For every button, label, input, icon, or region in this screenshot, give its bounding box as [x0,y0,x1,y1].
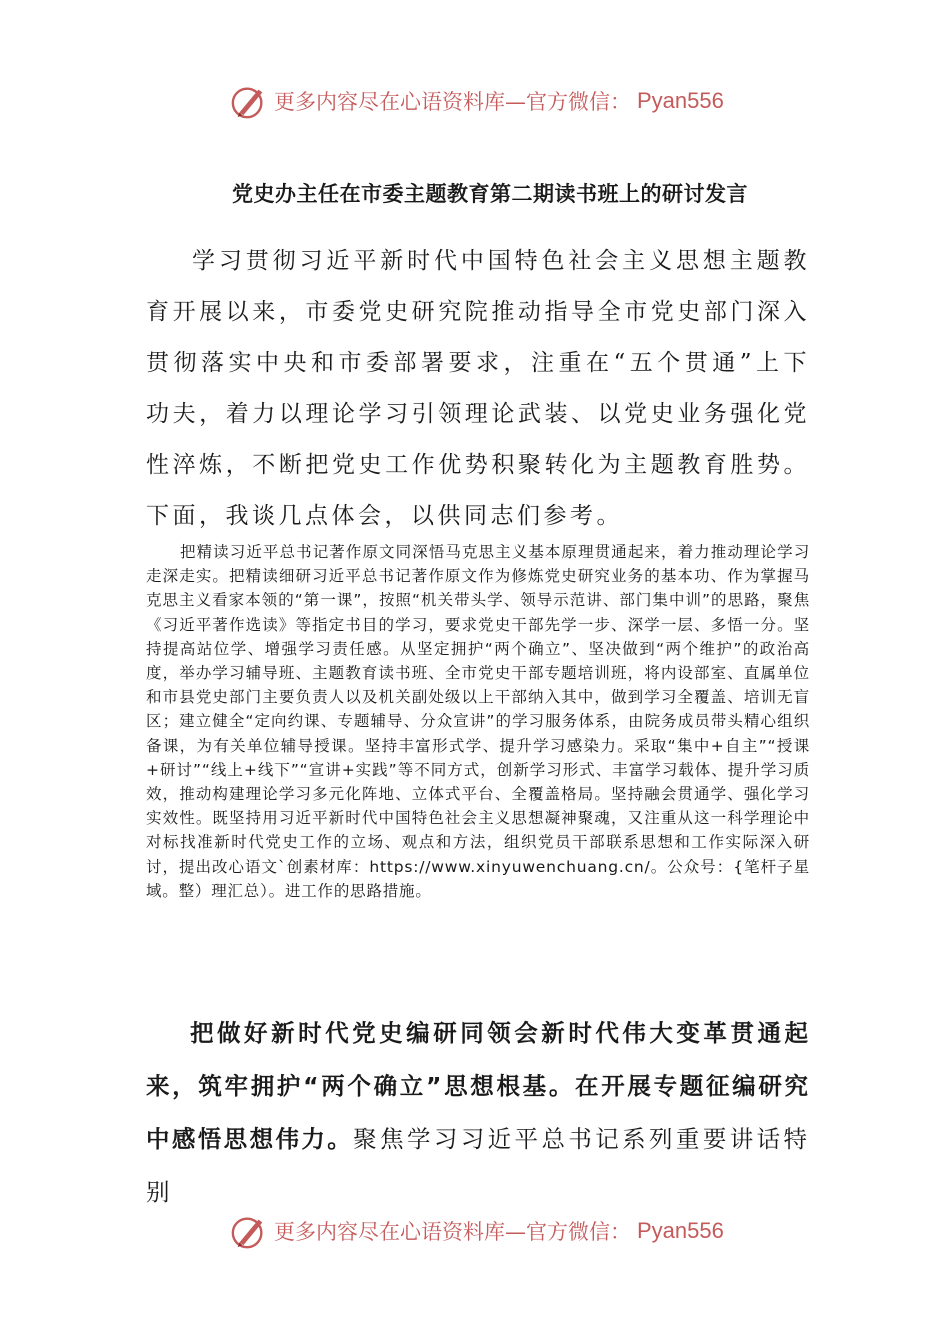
pen-logo-icon [230,1212,268,1250]
section2-body: 聚焦学习习近平总书记系列重要讲话特别 [146,1125,811,1206]
header-banner [230,81,724,121]
pen-logo-icon [230,82,268,120]
intro-paragraph: 学习贯彻习近平新时代中国特色社会主义思想主题教育开展以来，市委党史研究院推动指导全市党史部门深入贯彻落实中央和市委部署要求，注重在“五个贯通”上下功夫，着力以理论学习引领理论武装、以党史业务强化党性淬炼，不断把党史工作优势积聚转化为主题教育胜势。下面，我谈几点体会，以供同志们参考。 [146,248,810,529]
banner-text: 更多内容尽在心语资料库—官方微信： [274,1220,631,1244]
document-title: 党史办主任在市委主题教育第二期读书班上的研讨发言 [232,182,748,206]
section1-paragraph: 把精读习近平总书记著作原文同深悟马克思主义基本原理贯通起来，着力推动理论学习走深走实。把精读细研习近平总书记著作原文作为修炼党史研究业务的基本功、作为掌握马克思主义看家本领的“第一课”，按照“机关带头学、领导示范讲、部门集中训”的思路，聚焦《习近平著作选读》等指定书目的学习，要求党史干部先学一步、深学一层、多悟一分。坚持提高站位学、增强学习责任感。从坚定拥护“两个确立”、坚决做到“两个维护”的政治高度，举办学习辅导班、主题教育读书班、全市党史干部专题培训班，将内设部室、直属单位和市县党史部门主要负责人以及机关副处级以上干部纳入其中，做到学习全覆盖、培训无盲区；建立健全“定向约课、专题辅导、分众宣讲”的学习服务体系，由院务成员带头精心组织备课，为有关单位辅导授课。坚持丰富形式学、提升学习感染力。采取“集中+自主”“授课+研讨”“线上+线下”“宣讲+实践”等不同方式，创新学习形式、丰富学习载体、提升学习质效，推动构建理论学习多元化阵地、立体式平台、全覆盖格局。坚持融会贯通学、强化学习实效性。既坚持用习近平新时代中国特色社会主义思想凝神聚魂，又注重从这一科学理论中对标找准新时代党史工作的立场、观点和方法，组织党员干部联系思想和工作实际深入研讨，提出改心语文`创素材库：https://www.xinyuwenchuang.cn/。公众号：{笔杆子星域。整）理汇总）。进工作的思路措施。 [146,543,810,900]
section2-heading: 把做好新时代党史编研同领会新时代伟大变革贯通起来，筑牢拥护“两个确立”思想根基。在开展专题征编研究中感悟思想伟力。 [146,1019,810,1153]
banner-wechat-handle: Pyan556 [637,1218,724,1243]
section2-paragraph [146,1007,810,1219]
banner-text: 更多内容尽在心语资料库—官方微信： [274,90,631,114]
footer-banner [230,1211,724,1251]
banner-wechat-handle: Pyan556 [637,88,724,113]
